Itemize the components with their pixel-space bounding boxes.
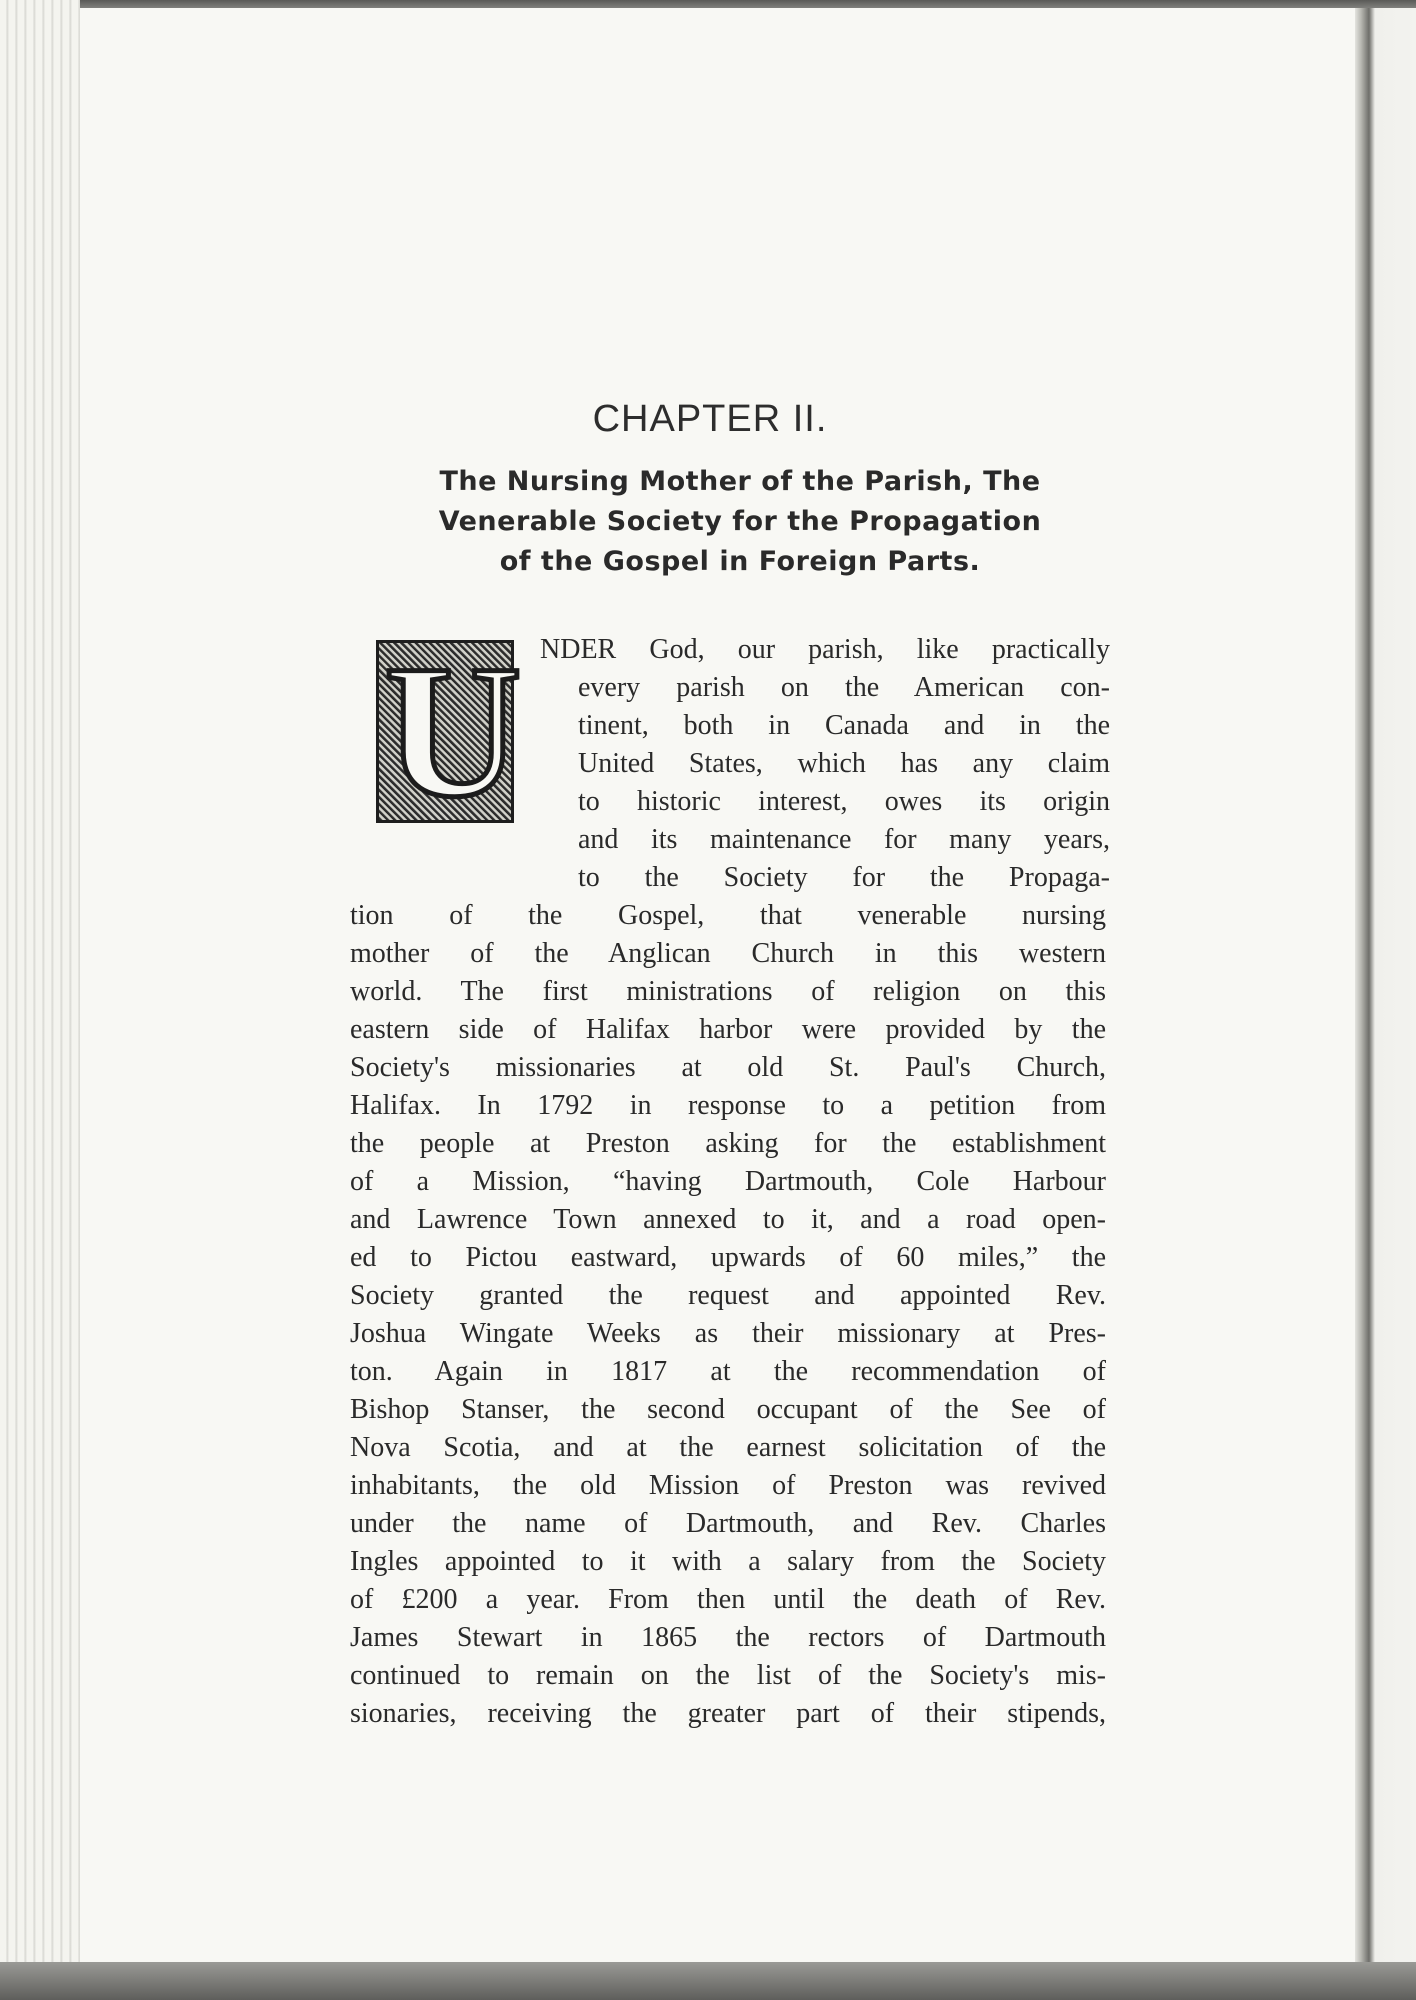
text-line: Joshua Wingate Weeks as their missionary at Pres-	[350, 1318, 1106, 1349]
subtitle-line: Venerable Society for the Propagation	[438, 506, 1042, 537]
text-line: United States, which has any claim	[578, 748, 1110, 779]
text-line: tion of the Gospel, that venerable nursing	[350, 900, 1106, 931]
drop-cap-letter: U	[384, 627, 522, 837]
text-line: Nova Scotia, and at the earnest solicitation of the	[350, 1432, 1106, 1463]
text-line: inhabitants, the old Mission of Preston was revived	[350, 1470, 1106, 1501]
text-line: tinent, both in Canada and in the	[578, 710, 1110, 741]
text-line: Bishop Stanser, the second occupant of the See of	[350, 1394, 1106, 1425]
text-line: and Lawrence Town annexed to it, and a road open-	[350, 1204, 1106, 1235]
text-line: to the Society for the Propaga-	[578, 862, 1110, 893]
text-line: and its maintenance for many years,	[578, 824, 1110, 855]
text-line: James Stewart in 1865 the rectors of Dartmouth	[350, 1622, 1106, 1653]
text-line: of £200 a year. From then until the death of Rev.	[350, 1584, 1106, 1615]
text-line: under the name of Dartmouth, and Rev. Charles	[350, 1508, 1106, 1539]
text-line: Society granted the request and appointed Rev.	[350, 1280, 1106, 1311]
subtitle-line: The Nursing Mother of the Parish, The	[439, 466, 1041, 497]
text-line: mother of the Anglican Church in this western	[350, 938, 1106, 969]
text-line: every parish on the American con-	[578, 672, 1110, 703]
chapter-subtitle	[400, 462, 1080, 582]
text-line: ed to Pictou eastward, upwards of 60 miles,” the	[350, 1242, 1106, 1273]
text-line: Ingles appointed to it with a salary from the Society	[350, 1546, 1106, 1577]
text-line: eastern side of Halifax harbor were provided by the	[350, 1014, 1106, 1045]
text-line: continued to remain on the list of the Society's mis-	[350, 1660, 1106, 1691]
scan-bottom-edge	[0, 1962, 1416, 2000]
page-gutter-shadow	[1355, 8, 1416, 1968]
text-line: NDER God, our parish, like practically	[540, 634, 1110, 665]
chapter-heading: CHAPTER II.	[592, 398, 828, 440]
subtitle-line: of the Gospel in Foreign Parts.	[499, 546, 981, 577]
text-line: sionaries, receiving the greater part of their stipends,	[350, 1698, 1106, 1729]
text-line: ton. Again in 1817 at the recommendation of	[350, 1356, 1106, 1387]
book-spine-page-edges	[0, 0, 80, 2000]
text-line: Society's missionaries at old St. Paul's Church,	[350, 1052, 1106, 1083]
text-line: Halifax. In 1792 in response to a petition from	[350, 1090, 1106, 1121]
text-line: world. The first ministrations of religion on this	[350, 976, 1106, 1007]
text-line: the people at Preston asking for the establishment	[350, 1128, 1106, 1159]
text-line: of a Mission, “having Dartmouth, Cole Harbour	[350, 1166, 1106, 1197]
text-line: to historic interest, owes its origin	[578, 786, 1110, 817]
illuminated-drop-cap	[376, 627, 522, 837]
